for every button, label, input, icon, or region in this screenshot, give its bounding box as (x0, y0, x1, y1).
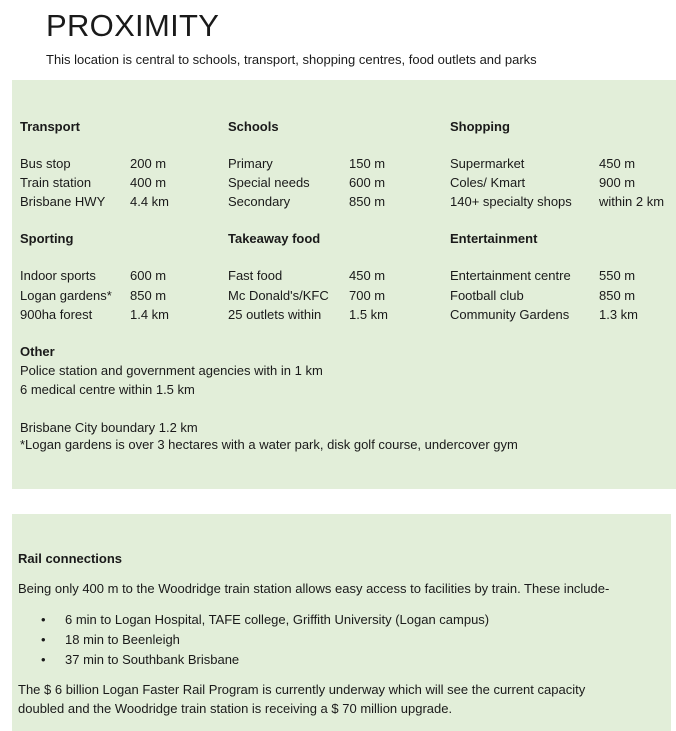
item-distance: 450 m (599, 156, 636, 171)
other-heading: Other (20, 344, 55, 359)
other-line: Police station and government agencies with in 1 km (20, 363, 323, 378)
item-name: Brisbane HWY (20, 194, 106, 209)
rail-intro: Being only 400 m to the Woodridge train station allows easy access to facilities by train. These include- (18, 581, 610, 596)
item-name: Secondary (228, 194, 291, 209)
page-subtitle: This location is central to schools, transport, shopping centres, food outlets and parks (46, 52, 537, 67)
page-title: PROXIMITY (46, 8, 220, 43)
item-name: 900ha forest (20, 307, 93, 322)
item-name: Special needs (228, 175, 310, 190)
item-distance: 600 m (130, 268, 167, 283)
category-heading-sporting: Sporting (20, 231, 74, 246)
item-name: Football club (450, 288, 524, 303)
item-name: Train station (20, 175, 92, 190)
item-distance: 1.4 km (130, 307, 170, 322)
other-note: *Logan gardens is over 3 hectares with a water park, disk golf course, undercover gym (20, 437, 518, 452)
rail-closing-line: doubled and the Woodridge train station is receiving a $ 70 million upgrade. (18, 701, 453, 716)
category-heading-transport: Transport (20, 119, 80, 134)
item-distance: 850 m (349, 194, 386, 209)
item-distance: within 2 km (599, 194, 665, 209)
item-name: Supermarket (450, 156, 525, 171)
item-distance: 600 m (349, 175, 386, 190)
category-heading-entertainment: Entertainment (450, 231, 538, 246)
item-name: Bus stop (20, 156, 71, 171)
rail-heading: Rail connections (18, 551, 123, 566)
item-distance: 850 m (130, 288, 167, 303)
item-name: Fast food (228, 268, 283, 283)
bullet-icon: • (41, 652, 46, 667)
bullet-icon: • (41, 612, 46, 627)
item-name: Indoor sports (20, 268, 96, 283)
item-distance: 4.4 km (130, 194, 170, 209)
item-distance: 700 m (349, 288, 386, 303)
item-name: Entertainment centre (450, 268, 571, 283)
item-name: 25 outlets within (228, 307, 322, 322)
category-heading-schools: Schools (228, 119, 279, 134)
item-name: 140+ specialty shops (450, 194, 572, 209)
category-heading-takeaway-food: Takeaway food (228, 231, 321, 246)
item-distance: 550 m (599, 268, 636, 283)
item-name: Coles/ Kmart (450, 175, 526, 190)
item-distance: 150 m (349, 156, 386, 171)
item-distance: 1.5 km (349, 307, 389, 322)
bullet-icon: • (41, 632, 46, 647)
list-item-text: 6 min to Logan Hospital, TAFE college, Griffith University (Logan campus) (65, 612, 490, 627)
item-distance: 450 m (349, 268, 386, 283)
category-heading-shopping: Shopping (450, 119, 510, 134)
item-name: Mc Donald's/KFC (228, 288, 329, 303)
item-name: Community Gardens (450, 307, 570, 322)
item-distance: 1.3 km (599, 307, 639, 322)
other-line: 6 medical centre within 1.5 km (20, 382, 195, 397)
item-name: Logan gardens* (20, 288, 112, 303)
item-name: Primary (228, 156, 273, 171)
item-distance: 400 m (130, 175, 167, 190)
list-item-text: 37 min to Southbank Brisbane (65, 652, 240, 667)
item-distance: 900 m (599, 175, 636, 190)
item-distance: 200 m (130, 156, 167, 171)
rail-closing-line: The $ 6 billion Logan Faster Rail Program is currently underway which will see the current capacity (18, 682, 586, 697)
list-item-text: 18 min to Beenleigh (65, 632, 180, 647)
other-note: Brisbane City boundary 1.2 km (20, 420, 198, 435)
item-distance: 850 m (599, 288, 636, 303)
